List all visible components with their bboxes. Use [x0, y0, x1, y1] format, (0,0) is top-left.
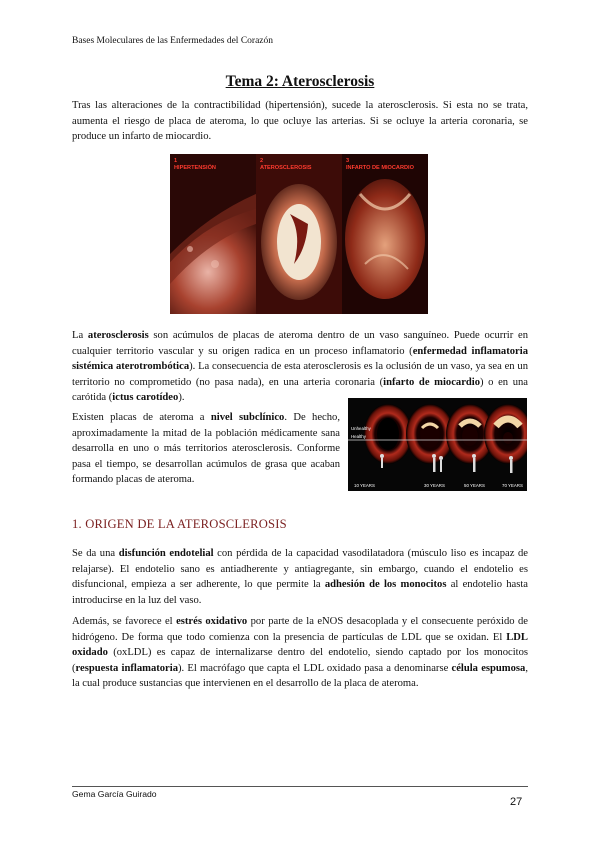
figure-panel-1-number: 1: [174, 158, 178, 164]
section-heading-origin: 1. ORIGEN DE LA ATEROSCLEROSIS: [72, 517, 287, 531]
side-figure-label-unhealthy: Unhealthy: [351, 426, 371, 431]
footer-author: Gema García Guirado: [72, 789, 157, 799]
side-figure-age-50: 50 YEARS: [464, 483, 485, 488]
plaque-by-age-figure: [348, 398, 527, 491]
side-figure-label-healthy: Healthy: [351, 434, 366, 439]
side-figure-age-70: 70 YEARS: [502, 483, 523, 488]
section1-paragraph-2: Además, se favorece el estrés oxidativo por parte de la eNOS desacoplada y el consecuente peróxido de hidrógeno. De forma que todo comienza con la presencia de partículas de LDL que se oxidan. El LDL oxidado (oxLDL) es capaz de internalizarse dentro del endotelio, siendo captado por los monocitos (respuesta inflamatoria). El macrófago que capta el LDL oxidado pasa a denominarse célula espumosa, la cual produce sustancias que intervienen en el desarrollo de la placa de ateroma.: [72, 616, 529, 690]
section1-paragraph-1: Se da una disfunción endotelial con pérdida de la capacidad vasodilatadora (músculo liso es incapaz de relajarse). El endotelio sano es antiadherente y antiagregante, sin embargo, cuando el endotelio es disfuncional, empieza a ser adherente, lo que permite la adhesión de los monocitos al endotelio hasta introducirse en la luz del vaso.: [72, 548, 528, 606]
running-header: Bases Moleculares de las Enfermedades del Corazón: [72, 36, 274, 46]
intro-paragraph: Tras las alteraciones de la contractibilidad (hipertensión), sucede la aterosclerosis. Si esta no se trata, aumenta el riesgo de placa de ateroma, lo que ocluye las arterias. Si se ocluye la arteria coronaria, se produce un infarto de miocardio.: [72, 100, 528, 143]
side-figure-age-30: 30 YEARS: [424, 483, 445, 488]
figure-panel-3-number: 3: [346, 158, 350, 164]
figure-panel-2-label: ATEROSCLEROSIS: [260, 165, 312, 171]
figure-panel-1-label: HIPERTENSIÓN: [174, 165, 216, 171]
atherosclerosis-progression-figure: [170, 154, 428, 314]
subclinical-paragraph: Existen placas de ateroma a nivel subclínico. De hecho, aproximadamente la mitad de la población médicamente sana desarrolla en uno o más territorios aterosclerosis. Conforme pasa el tiempo, se desarrollan acúmulos de grasa que acaban formando placas de ateroma.: [72, 412, 340, 486]
page-number: 27: [510, 796, 523, 808]
figure-panel-3-label: INFARTO DE MIOCARDIO: [346, 165, 414, 171]
side-figure-age-10: 10 YEARS: [354, 483, 375, 488]
definition-paragraph: La aterosclerosis son acúmulos de placas de ateroma dentro de un vaso sanguíneo. Puede ocurrir en cualquier territorio vascular y su origen radica en un proceso inflamatorio (enfermedad inflamatoria sistémica aterotrombótica). La consecuencia de esta aterosclerosis es la oclusión de un vaso, ya sea en un territorio no comprometido (no pasa nada), en una arteria coronaria (infarto de miocardio) o en una carótida (ictus carotídeo).: [72, 330, 528, 404]
page-title: Tema 2: Aterosclerosis: [225, 73, 375, 90]
footer-divider: [72, 786, 528, 787]
figure-panel-2-number: 2: [260, 158, 264, 164]
